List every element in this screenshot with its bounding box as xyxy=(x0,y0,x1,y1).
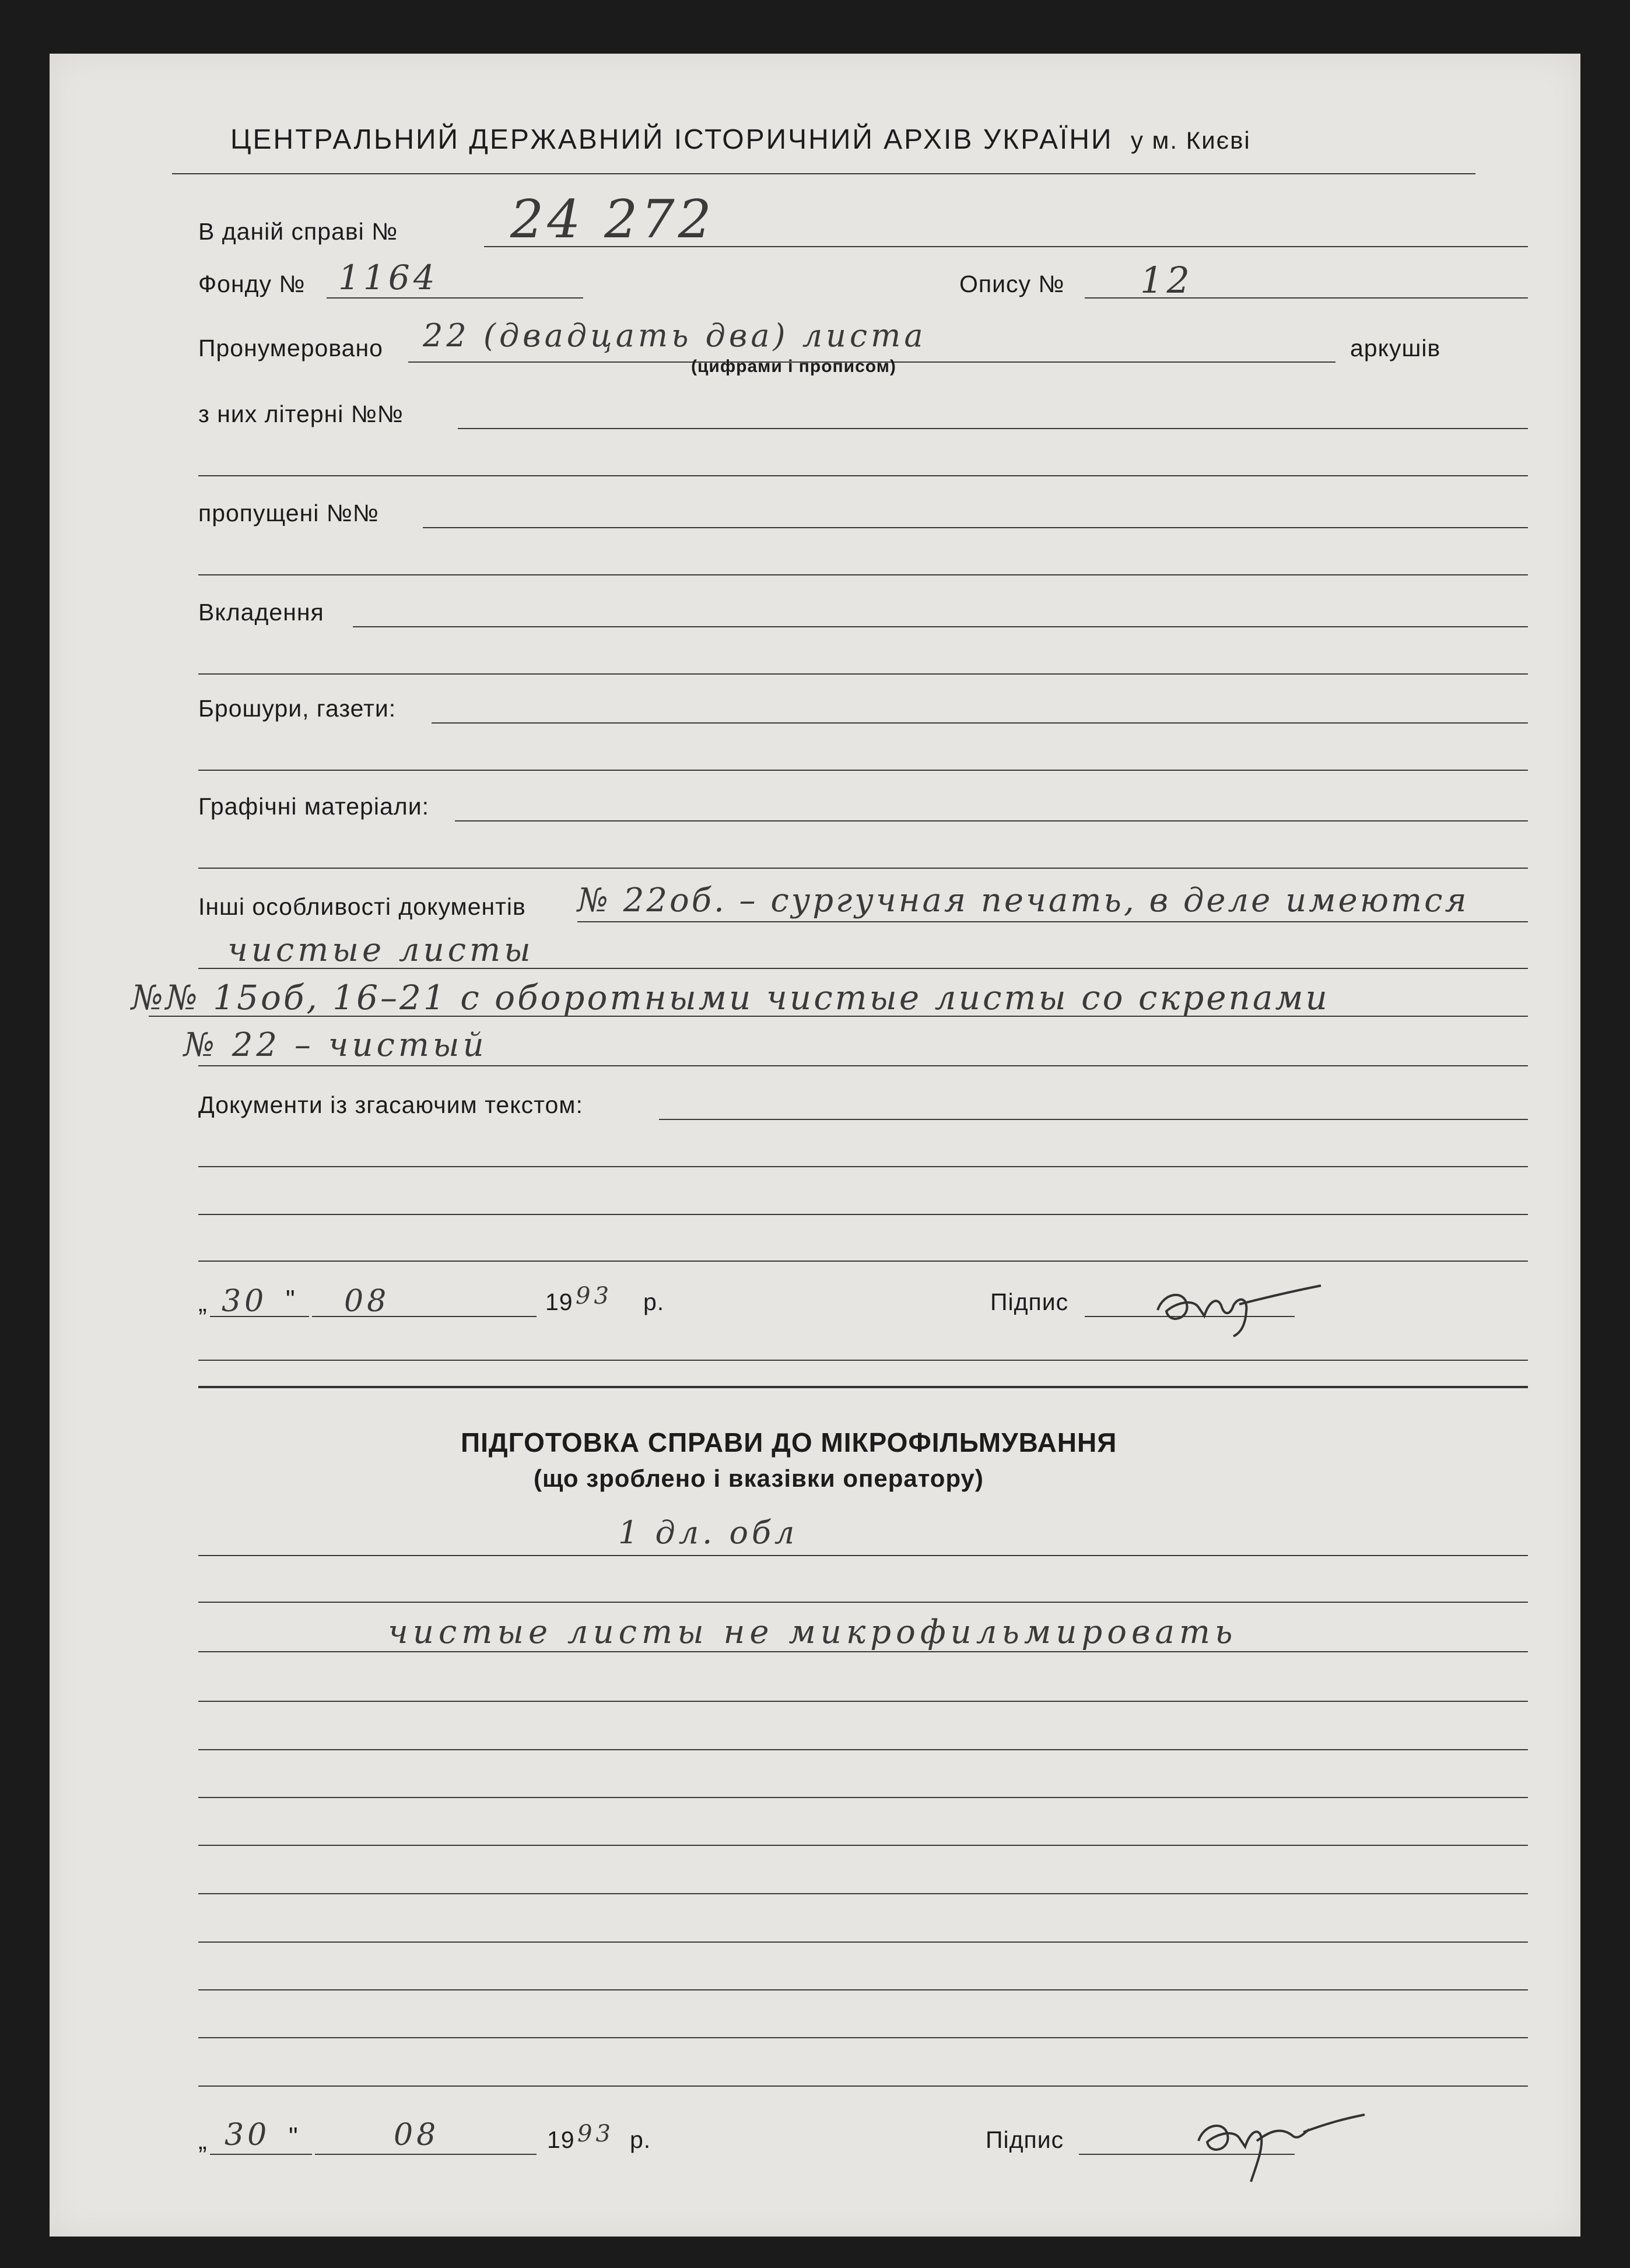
other-line-4 xyxy=(198,1065,1528,1066)
archive-city: у м. Києві xyxy=(1130,127,1251,154)
faded-line xyxy=(659,1119,1528,1120)
sheets-label: аркушів xyxy=(1350,335,1441,361)
fond-value: 1164 xyxy=(338,258,439,297)
header-underline xyxy=(172,173,1475,174)
other-label: Інші особливості документів xyxy=(198,893,526,920)
faded-label: Документи із згасаючим текстом: xyxy=(198,1091,583,1118)
microfilm-title: ПІДГОТОВКА СПРАВИ ДО МІКРОФІЛЬМУВАННЯ xyxy=(461,1427,1117,1458)
microfilm-line-9 xyxy=(198,1942,1528,1943)
microfilm-line-6 xyxy=(198,1797,1528,1798)
opys-value: 12 xyxy=(1140,259,1193,301)
microfilm-line-8 xyxy=(198,1893,1528,1894)
section-divider xyxy=(198,1386,1528,1388)
numbered-hint: (цифрами і прописом) xyxy=(691,357,896,376)
date1-line-2 xyxy=(198,1360,1528,1361)
skipped-label: пропущені №№ xyxy=(198,500,379,526)
date1-year-prefix: 19 xyxy=(545,1289,573,1315)
date1-year-label: р. xyxy=(643,1289,665,1315)
archive-name: ЦЕНТРАЛЬНИЙ ДЕРЖАВНИЙ ІСТОРИЧНИЙ АРХІВ УКРАЇНИ xyxy=(230,124,1113,155)
fond-line xyxy=(327,297,583,299)
brochures-line xyxy=(432,722,1528,724)
date2-year-suffix: 93 xyxy=(577,2120,614,2147)
faded-line-2 xyxy=(198,1166,1528,1167)
fond-label: Фонду № xyxy=(198,271,306,297)
numbered-label: Пронумеровано xyxy=(198,335,383,361)
microfilm-line-10 xyxy=(198,1989,1528,1990)
faded-line-4 xyxy=(198,1261,1528,1262)
date2-month: 08 xyxy=(394,2118,440,2153)
numbered-value: 22 (двадцать два) листа xyxy=(423,317,927,354)
microfilm-note-2: чистые листы не микрофильмировать xyxy=(388,1613,1238,1651)
letter-label: з них літерні №№ xyxy=(198,401,404,427)
other-value-1: № 22об. – сургучная печать, в деле имеются xyxy=(577,882,1469,919)
microfilm-line-12 xyxy=(198,2086,1528,2087)
attachments-label: Вкладення xyxy=(198,599,324,626)
microfilm-line-7 xyxy=(198,1845,1528,1846)
date2-day-line xyxy=(210,2154,312,2155)
skipped-line xyxy=(423,527,1528,528)
other-value-3: №№ 15об, 16–21 с оборотными чистые листы со скрепами xyxy=(131,978,1330,1017)
signature-label-1: Підпис xyxy=(990,1289,1069,1315)
microfilm-note-1: 1 дл. обл xyxy=(618,1514,798,1551)
other-value-4: № 22 – чистый xyxy=(184,1026,488,1064)
date2-year-label: р. xyxy=(630,2126,651,2153)
date1-quote-open: „ xyxy=(198,1289,208,1317)
graphics-label: Графічні матеріали: xyxy=(198,793,429,820)
graphics-line xyxy=(455,820,1528,821)
other-line xyxy=(577,921,1528,922)
microfilm-line-3 xyxy=(198,1651,1528,1652)
faded-line-3 xyxy=(198,1214,1528,1215)
date2-quote-open: „ xyxy=(198,2126,208,2155)
opys-label: Опису № xyxy=(959,271,1065,297)
microfilm-subtitle: (що зроблено і вказівки оператору) xyxy=(534,1465,984,1492)
brochures-label: Брошури, газети: xyxy=(198,695,397,722)
case-value: 24 272 xyxy=(510,189,715,250)
attachments-line-2 xyxy=(198,673,1528,675)
date1-month: 08 xyxy=(344,1284,390,1319)
brochures-line-2 xyxy=(198,770,1528,771)
date2-month-line xyxy=(315,2154,537,2155)
microfilm-line-1 xyxy=(198,1555,1528,1556)
microfilm-line-4 xyxy=(198,1701,1528,1702)
case-label: В даній справі № xyxy=(198,218,398,245)
date1-year-suffix: 93 xyxy=(576,1283,612,1309)
date2-quote-close: " xyxy=(289,2122,299,2151)
signature-1 xyxy=(1152,1275,1327,1339)
microfilm-line-11 xyxy=(198,2037,1528,2038)
other-value-2: чистые листы xyxy=(227,931,534,969)
letter-line-2 xyxy=(198,475,1528,476)
graphics-line-2 xyxy=(198,868,1528,869)
signature-label-2: Підпис xyxy=(986,2126,1064,2153)
date1-quote-close: " xyxy=(286,1285,296,1314)
skipped-line-2 xyxy=(198,574,1528,575)
signature-2 xyxy=(1193,2100,1368,2188)
attachments-line xyxy=(353,626,1528,627)
date2-year-prefix: 19 xyxy=(547,2126,575,2153)
letter-line xyxy=(458,428,1528,429)
archive-title xyxy=(230,124,1251,156)
document-page xyxy=(50,54,1580,2237)
date1-day: 30 xyxy=(222,1284,268,1319)
microfilm-line-5 xyxy=(198,1749,1528,1750)
date2-day: 30 xyxy=(225,2118,271,2153)
microfilm-line-2 xyxy=(198,1602,1528,1603)
